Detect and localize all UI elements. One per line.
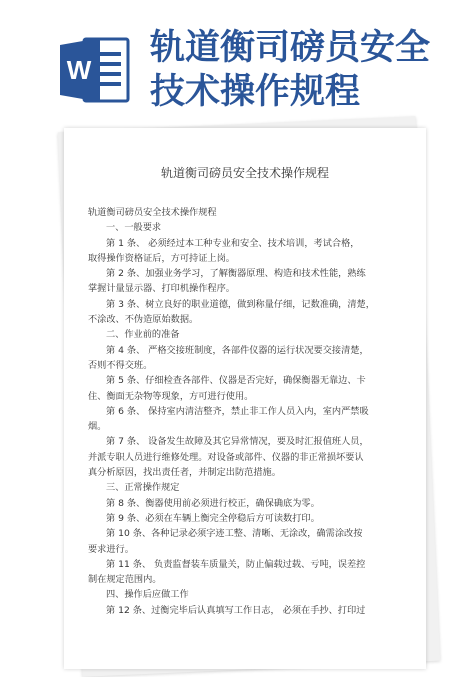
document-line: 要求进行。 bbox=[88, 543, 134, 555]
document-line: 并派专职人员进行维修处理。对设备或部件、仪器的非正常损坏要认 bbox=[88, 451, 364, 463]
document-line: 掌握计量显示器、打印机操作程序。 bbox=[88, 283, 235, 295]
document-line: 第 3 条、树立良好的职业道德，做到称量仔细，记数准确，清楚， bbox=[106, 298, 375, 310]
document-line: 第 1 条、 必须经过本工种专业和安全、技术培训，考试合格， bbox=[106, 237, 360, 249]
document-line: 第 9 条、必须在车辆上衡完全停稳后方可读数打印。 bbox=[106, 512, 320, 524]
document-line: 轨道衡司磅员安全技术操作规程 bbox=[88, 207, 217, 218]
word-doc-icon bbox=[60, 35, 132, 105]
document-line: 第 10 条、各种记录必须字迹工整、清晰、无涂改，确需涂改按 bbox=[106, 528, 363, 540]
document-line: 第 6 条、 保持室内清洁整齐，禁止非工作人员入内，室内严禁吸 bbox=[106, 405, 369, 417]
header-title-line1: 轨道衡司磅员安全 bbox=[150, 28, 431, 68]
word-icon-letter: W bbox=[66, 55, 92, 85]
document-body bbox=[88, 205, 404, 618]
header bbox=[0, 0, 474, 118]
document-title: 轨道衡司磅员安全技术操作规程 bbox=[160, 166, 329, 180]
document-line: 三、正常操作规定 bbox=[106, 482, 180, 494]
document-line: 第 12 条、过衡完毕后认真填写工作日志， 必须在手抄、打印过 bbox=[106, 604, 366, 616]
document-line: 第 8 条、衡器使用前必须进行校正，确保确底为零。 bbox=[106, 497, 320, 509]
document-line: 取得操作资格证后，方可持证上岗。 bbox=[88, 252, 235, 264]
document-line: 第 2 条、加强业务学习，了解衡器原理、构造和技术性能，熟练 bbox=[106, 268, 366, 280]
document-line: 烟。 bbox=[88, 421, 107, 433]
document-line: 住、衡面无杂物等现象，方可进行使用。 bbox=[88, 390, 254, 402]
document-line: 一、一般要求 bbox=[106, 222, 162, 234]
header-title bbox=[150, 26, 430, 114]
document-line: 不涂改、不伪造原始数据。 bbox=[88, 314, 199, 326]
document-line: 真分析原因，找出责任者，并制定出防范措施。 bbox=[88, 467, 281, 479]
document-page bbox=[64, 128, 426, 669]
document-line: 二、作业前的准备 bbox=[106, 329, 180, 341]
document-line: 否则不得交班。 bbox=[88, 359, 153, 371]
document-line: 第 7 条、 设备发生故障及其它异常情况，要及时汇报值班人员， bbox=[106, 436, 369, 448]
document-line: 第 4 条、 严格交接班制度，各部件仪器的运行状况要交接清楚， bbox=[106, 344, 369, 356]
document-line: 制在规定范围内。 bbox=[88, 574, 162, 586]
header-title-line2: 技术操作规程 bbox=[150, 72, 361, 112]
document-line: 四、操作后应做工作 bbox=[106, 589, 189, 601]
document-line: 第 11 条、 负责监督装车质量关，防止偏载过载、亏吨，误差控 bbox=[106, 558, 366, 570]
document-line: 第 5 条、仔细检查各部件、仪器是否完好，确保衡器无靠边、卡 bbox=[106, 375, 366, 387]
